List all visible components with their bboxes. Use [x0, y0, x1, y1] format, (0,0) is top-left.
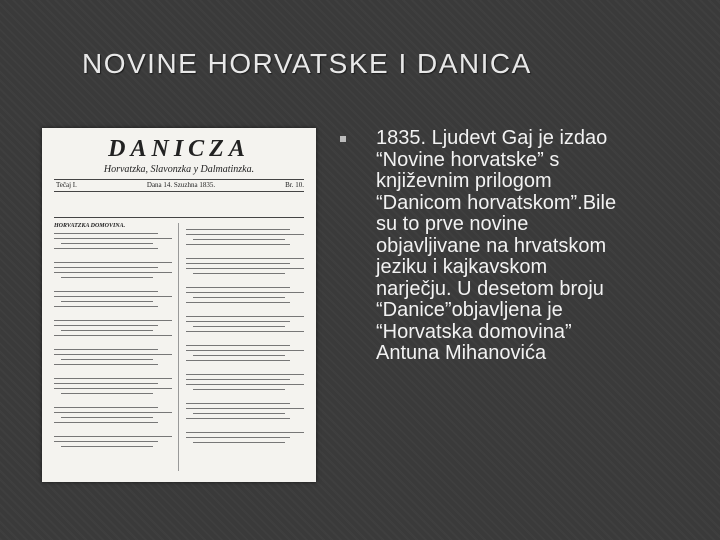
newspaper-issue-number: Br. 10. — [285, 181, 304, 189]
square-bullet-icon — [340, 136, 346, 142]
newspaper-issue-date: Dana 14. Szuzhna 1835. — [146, 181, 216, 189]
newspaper-issue-line — [56, 181, 304, 189]
newspaper-masthead: DANICZA — [108, 136, 250, 162]
slide-title: NOVINE HORVATSKE I DANICA — [82, 48, 532, 79]
newspaper-left-column — [54, 223, 172, 451]
newspaper-subtitle: Horvatzka, Slavonzka y Dalmatinzka. — [103, 164, 255, 175]
newspaper-poem-title: HORVATZKA DOMOVINA. — [54, 223, 126, 229]
newspaper-right-column — [186, 225, 304, 447]
newspaper-image — [42, 128, 316, 482]
newspaper-issue-left: Tečaj I. — [56, 181, 77, 189]
newspaper-rule-bottom — [54, 217, 304, 218]
newspaper-rule-mid — [54, 191, 304, 192]
newspaper-column-divider — [178, 223, 179, 471]
bullet-text: 1835. Ljudevt Gaj je izdao “Novine horvatske” s književnim prilogom “Danicom horvatskom”.Bile su to prve novine objavljivane na hrvatskom jeziku i kajkavskom narječju. U desetom broju “Danice”objavljena je “Horvatska domovina” Antuna Mihanovića — [376, 127, 617, 364]
newspaper-rule-top — [54, 179, 304, 180]
